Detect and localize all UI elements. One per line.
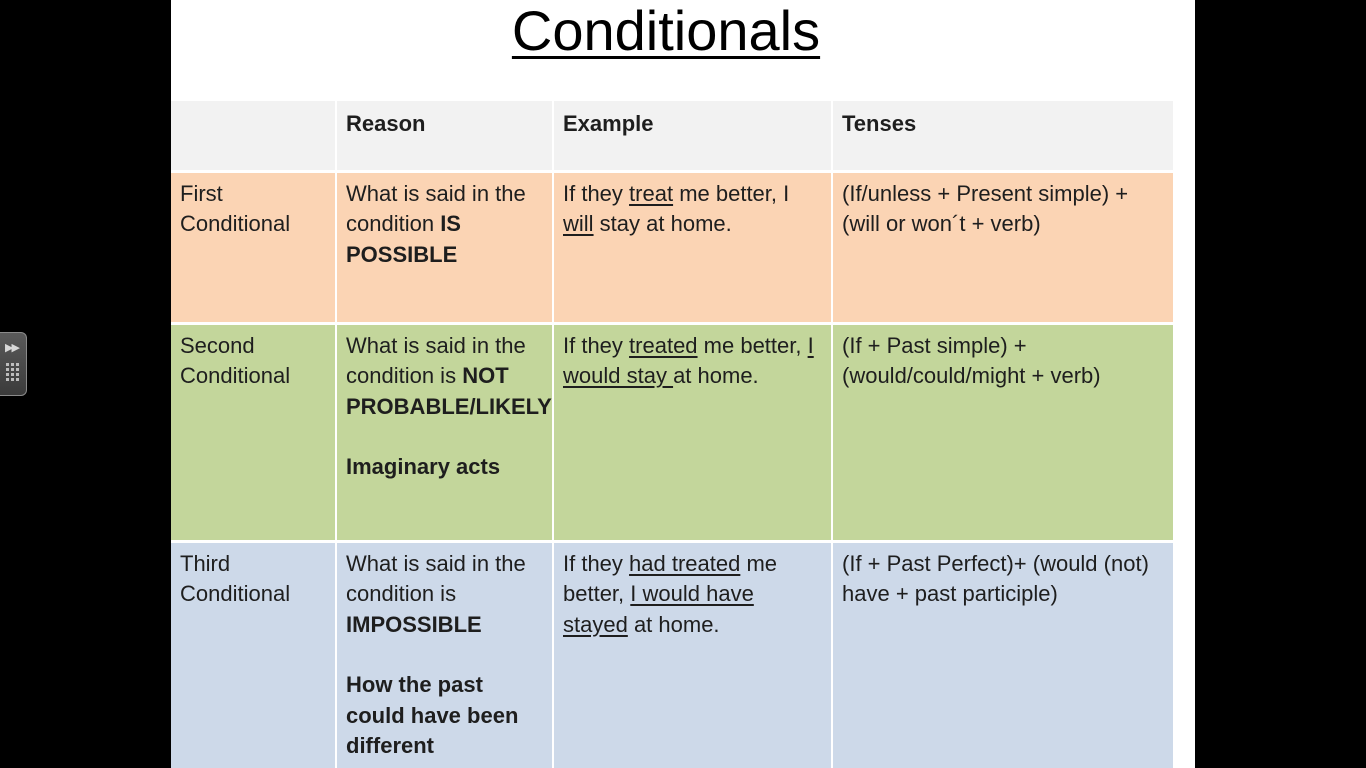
- slide-title: Conditionals: [511, 0, 821, 62]
- conditional-name: Second Conditional: [171, 323, 336, 541]
- header-cell-tenses: Tenses: [832, 101, 1173, 171]
- tenses-cell: (If/unless + Present simple) + (will or won´t + verb): [832, 171, 1173, 323]
- header-cell-empty: [171, 101, 336, 171]
- slide: [171, 0, 1195, 768]
- reason-cell: What is said in the condition is IMPOSSIBLE How the past could have been different: [336, 541, 553, 768]
- grid-menu-icon[interactable]: [6, 363, 20, 385]
- table-row-third-conditional: [171, 541, 1173, 768]
- example-cell: If they treated me better, I would stay at home.: [553, 323, 832, 541]
- reason-note: Imaginary acts: [346, 454, 501, 479]
- reason-cell: What is said in the condition is NOT PROBABLE/LIKELY Imaginary acts: [336, 323, 553, 541]
- conditional-name: Third Conditional: [171, 541, 336, 768]
- tenses-cell: (If + Past simple) + (would/could/might + verb): [832, 323, 1173, 541]
- table-row-second-conditional: [171, 323, 1173, 541]
- conditionals-table: [171, 101, 1173, 768]
- table-header-row: [171, 101, 1173, 171]
- header-cell-example: Example: [553, 101, 832, 171]
- example-cell: If they had treated me better, I would have stayed at home.: [553, 541, 832, 768]
- conditional-name: First Conditional: [171, 171, 336, 323]
- header-cell-reason: Reason: [336, 101, 553, 171]
- reason-cell: What is said in the condition IS POSSIBLE: [336, 171, 553, 323]
- slideshow-tool-panel[interactable]: [0, 332, 27, 396]
- tenses-cell: (If + Past Perfect)+ (would (not) have + past participle): [832, 541, 1173, 768]
- reason-note: How the past could have been different: [346, 672, 519, 758]
- table-row-first-conditional: [171, 171, 1173, 323]
- expand-arrows-icon[interactable]: ▶▶: [5, 341, 18, 354]
- example-cell: If they treat me better, I will stay at home.: [553, 171, 832, 323]
